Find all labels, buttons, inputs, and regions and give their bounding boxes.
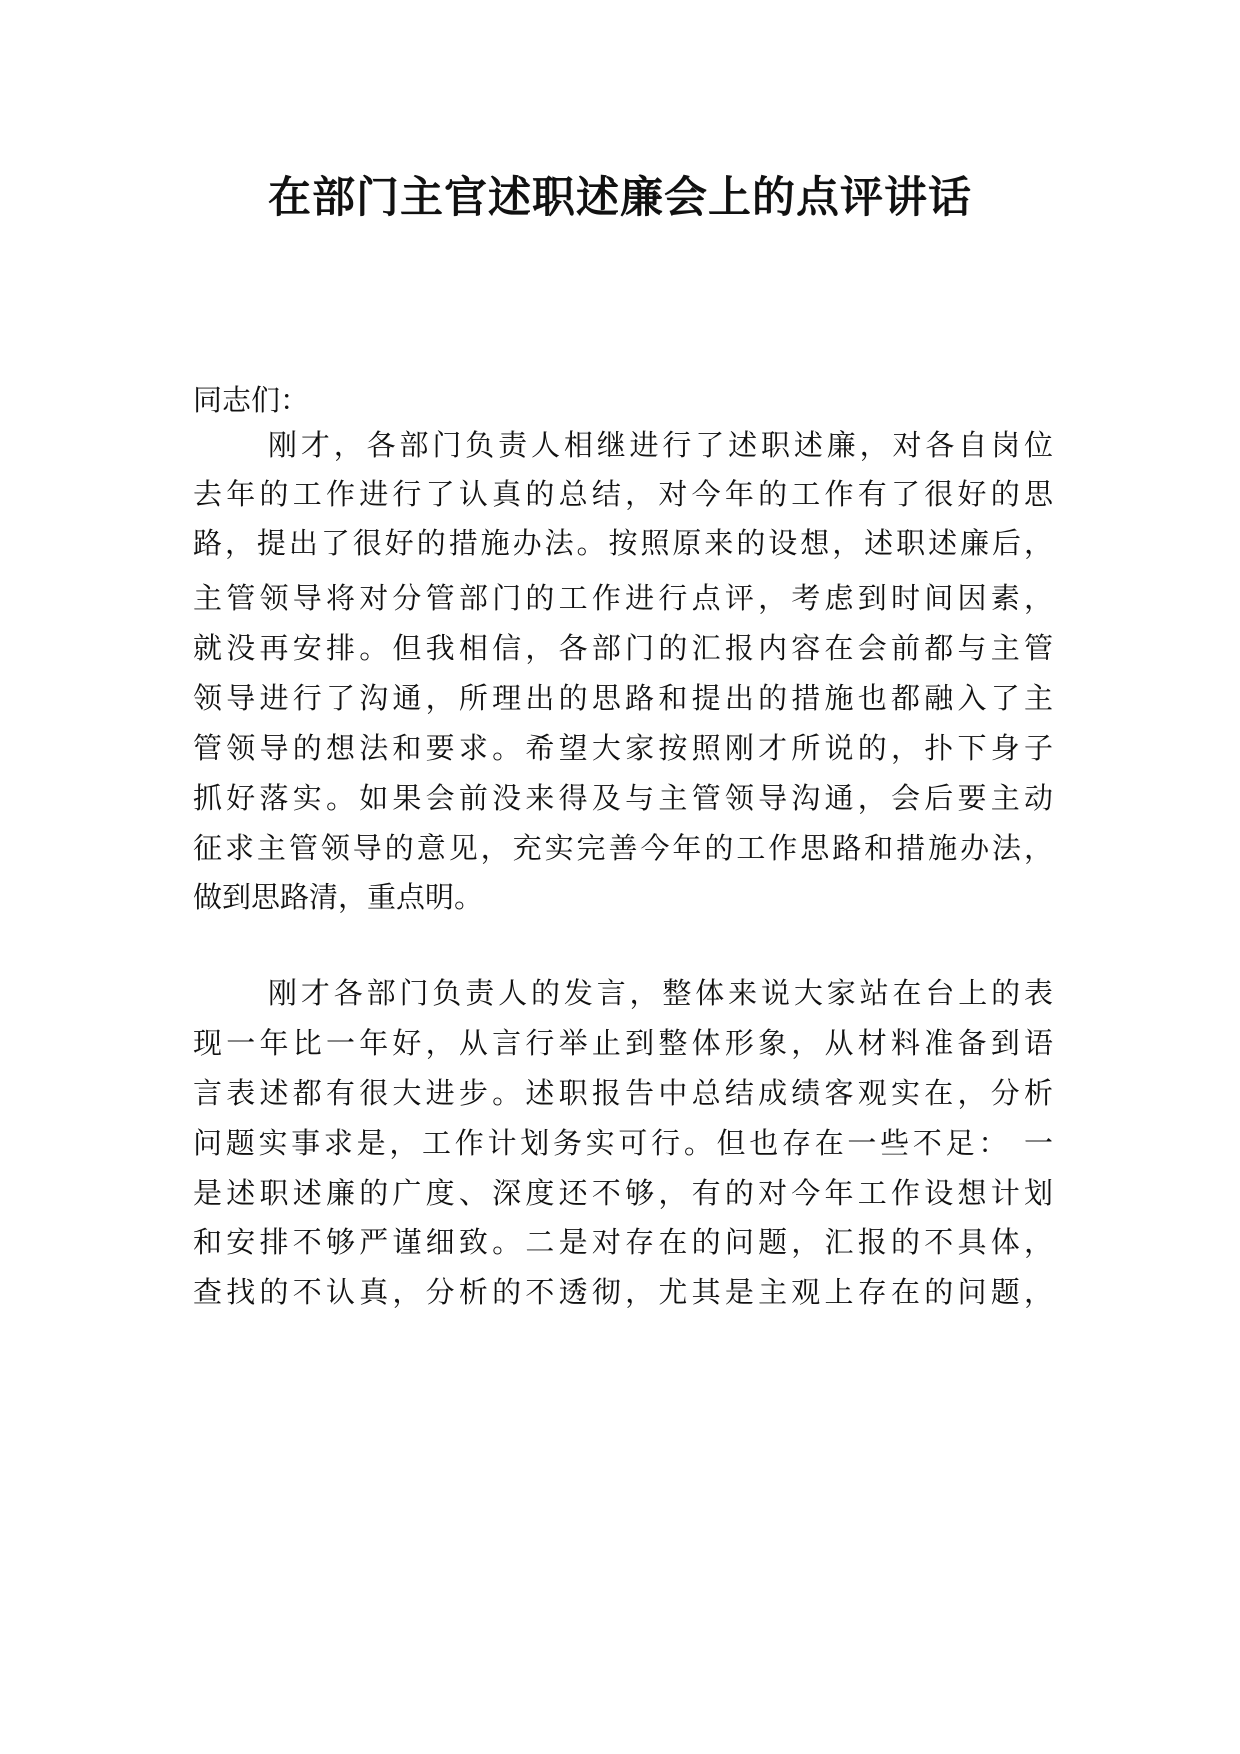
paragraph-line: 是述职述廉的广度、深度还不够，有的对今年工作设想计划 — [193, 1176, 1053, 1210]
paragraph-line: 刚才各部门负责人的发言，整体来说大家站在台上的表 — [268, 976, 1053, 1010]
paragraph-line: 查找的不认真，分析的不透彻，尤其是主观上存在的问题， — [193, 1275, 1053, 1309]
paragraph-line: 现一年比一年好，从言行举止到整体形象，从材料准备到语 — [193, 1026, 1053, 1060]
paragraph-line: 刚才，各部门负责人相继进行了述职述廉，对各自岗位 — [268, 428, 1053, 462]
paragraph-line: 管领导的想法和要求。希望大家按照刚才所说的，扑下身子 — [193, 731, 1053, 765]
paragraph-line: 抓好落实。如果会前没来得及与主管领导沟通，会后要主动 — [193, 781, 1053, 815]
paragraph-line: 领导进行了沟通，所理出的思路和提出的措施也都融入了主 — [193, 681, 1053, 715]
paragraph-line: 做到思路清，重点明。 — [193, 880, 484, 914]
salutation: 同志们： — [193, 383, 310, 417]
paragraph-line: 路，提出了很好的措施办法。按照原来的设想，述职述廉后， — [193, 526, 1053, 560]
paragraph-line: 问题实事求是，工作计划务实可行。但也存在一些不足： 一 — [193, 1126, 1053, 1160]
paragraph-line: 主管领导将对分管部门的工作进行点评，考虑到时间因素， — [193, 581, 1053, 615]
paragraph-line: 就没再安排。但我相信，各部门的汇报内容在会前都与主管 — [193, 631, 1053, 665]
paragraph-line: 和安排不够严谨细致。二是对存在的问题，汇报的不具体， — [193, 1225, 1053, 1259]
paragraph-line: 言表述都有很大进步。述职报告中总结成绩客观实在，分析 — [193, 1076, 1053, 1110]
document-title: 在部门主官述职述廉会上的点评讲话 — [268, 173, 972, 223]
paragraph-line: 去年的工作进行了认真的总结，对今年的工作有了很好的思 — [193, 477, 1053, 511]
paragraph-line: 征求主管领导的意见，充实完善今年的工作思路和措施办法， — [193, 831, 1053, 865]
